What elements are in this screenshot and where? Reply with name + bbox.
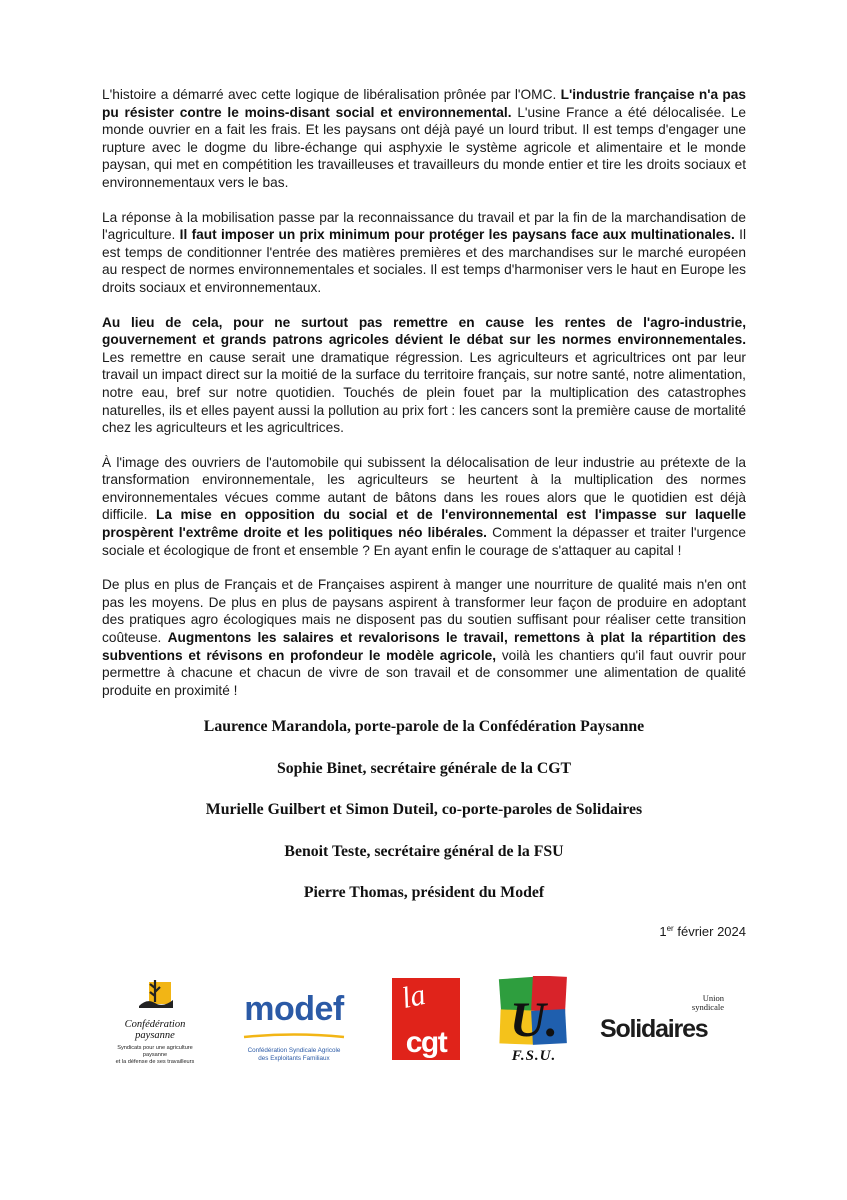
solidaires-logo (598, 994, 726, 1054)
confederation-paysanne-logo (106, 976, 204, 1072)
paragraph: Au lieu de cela, pour ne surtout pas remettre en cause les rentes de l'agro-industrie, gouvernement et grands patrons agricoles dévient le débat sur les normes environnementales. Les remettre en cause serait une dramatique régression. Les agriculteurs et agricultrices ont par leur travail un impact direct sur la moitié de la surface du territoire français, sur notre santé, notre alimentation, notre eau, bref sur notre quotidien. Touchés de plein fouet par la multiplication des catastrophes naturelles, ils et elles payent aussi la pollution au prix fort : les cancers sont la première cause de mortalité chez les agriculteurs et les agricultrices. (102, 314, 746, 436)
fsu-colorblock-icon (498, 976, 570, 1048)
body-text (102, 86, 746, 716)
modef-wordmark: modef (244, 990, 344, 1028)
cp-name: Confédération paysanne (124, 1019, 186, 1041)
fsu-logo (498, 976, 570, 1064)
paragraph: L'histoire a démarré avec cette logique de libéralisation prônée par l'OMC. L'industrie française n'a pas pu résister contre le moins-disant social et environnemental. L'usine France a été délocalisée. Le monde ouvrier en a fait les frais. Et les paysans ont déjà payé un lourd tribut. Il est temps d'engager une rupture avec le dogme du libre-échange qui asphyxie le système agricole et alimentaire et le monde paysan, qui met en compétition les travailleuses et travailleurs du monde entier et tire les droits sociaux et environnementaux vers le bas. (102, 87, 747, 190)
fsu-wordmark: F.S.U. (511, 1048, 557, 1064)
signature: Pierre Thomas, président du Modef (303, 884, 545, 901)
modef-logo (238, 990, 350, 1062)
modef-subtitle: Confédération Syndicale Agricole des Exploitants Familiaux (247, 1047, 341, 1062)
document-date: 1er février 2024 (659, 924, 746, 939)
paragraph: À l'image des ouvriers de l'automobile qui subissent la délocalisation de leur industrie au prétexte de la transformation environnementale, les agriculteurs se heurtent à la multiplication des normes environnementales vécues comme autant de bâtons dans les roues alors que le quotidien est déjà difficile. La mise en opposition du social et de l'environnemental est l'impasse sur laquelle prospèrent l'extrême droite et les politiques néo libérales. Comment la dépasser et traiter l'urgence sociale et écologique de front et ensemble ? En ayant enfin le courage de s'attaquer au capital ! (102, 454, 746, 558)
paragraph: La réponse à la mobilisation passe par la reconnaissance du travail et par la fin de la marchandisation de l'agriculture. Il faut imposer un prix minimum pour protéger les paysans face aux multinationales. Il est temps de conditionner l'entrée des matières premières et des marchandises sur le marché européen au respect de normes environnementales et sociales. Il est temps d'harmoniser vers le haut en Europe les droits sociaux et environnementaux. (102, 209, 746, 295)
cgt-wordmark: cgt (405, 1026, 447, 1059)
logo-strip (0, 970, 847, 1080)
signature: Sophie Binet, secrétaire générale de la CGT (276, 759, 572, 777)
modef-swoosh-icon (238, 1033, 350, 1039)
paragraph: De plus en plus de Français et de Françaises aspirent à manger une nourriture de qualité mais n'en ont pas les moyens. De plus en plus de paysans aspirent à transformer leur façon de produire en adoptant des pratiques agro écologiques mais ne disposent pas du soutien suffisant pour réaliser cette transition coûteuse. Augmentons les salaires et revalorisons le travail, remettons à plat la répartition des subventions et révisons en profondeur le modèle agricole, voilà les chantiers qu'il faut ouvrir pour permettre à chacune et chacun de vivre de son travail et de consommer une alimentation de qualité produite en proximité ! (102, 577, 746, 698)
cgt-la-text: la (398, 978, 429, 1016)
solidaires-union-label: Union syndicale (691, 993, 724, 1012)
signature: Murielle Guilbert et Simon Duteil, co-porte-paroles de Solidaires (205, 801, 643, 818)
sun-landscape-icon (135, 976, 175, 1012)
signature: Laurence Marandola, porte-parole de la Confédération Paysanne (203, 718, 645, 735)
signatures (102, 718, 746, 926)
signature: Benoit Teste, secrétaire général de la FSU (284, 842, 564, 860)
cgt-logo (392, 978, 460, 1060)
fsu-letter: U. (509, 991, 559, 1047)
solidaires-wordmark: Solidaires (600, 1015, 708, 1043)
cp-tagline: Syndicats pour une agriculture paysanne et la défense de ses travailleurs (115, 1045, 195, 1065)
